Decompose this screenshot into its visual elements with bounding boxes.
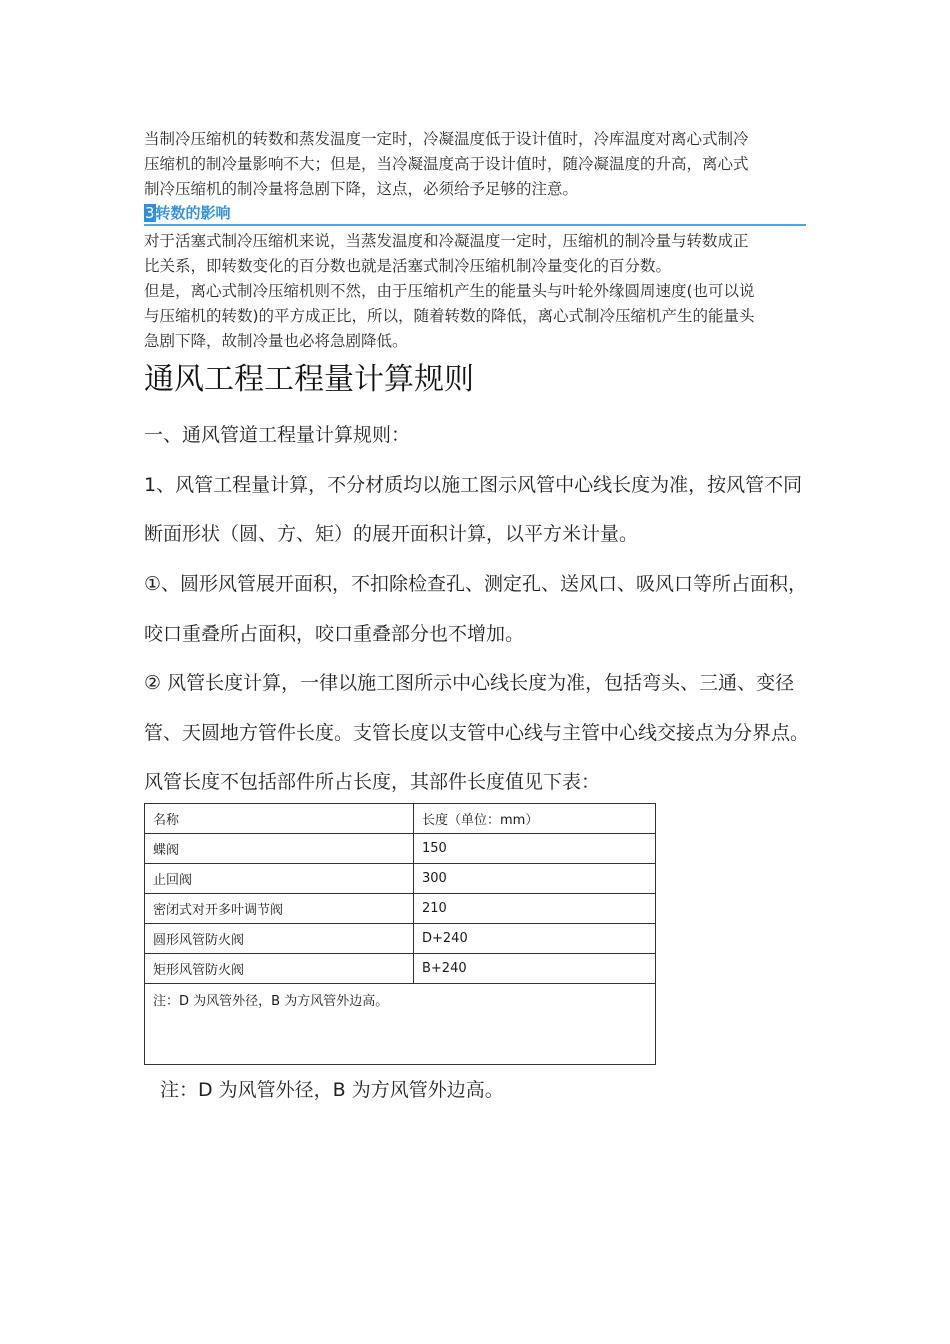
- component-length-table: [144, 803, 656, 1065]
- table-header-cell: 长度（单位：mm）: [414, 804, 656, 834]
- table-row: [145, 924, 656, 954]
- section-number: 3: [145, 204, 155, 222]
- table-note: 注：D 为风管外径，B 为方风管外边高。: [145, 984, 656, 1065]
- intro-line: 制冷压缩机的制冷量将急剧下降，这点，必须给予足够的注意。: [144, 180, 579, 198]
- intro-paragraph: [144, 127, 749, 202]
- table-cell: 止回阀: [145, 864, 414, 894]
- rule-line: 1、风管工程量计算，不分材质均以施工图示风管中心线长度为准，按风管不同: [144, 474, 803, 496]
- table-cell: 150: [414, 834, 656, 864]
- intro-line: 当制冷压缩机的转数和蒸发温度一定时，冷凝温度低于设计值时，冷库温度对离心式制冷: [144, 130, 749, 148]
- section-line: 与压缩机的转数)的平方成正比，所以，随着转数的降低，离心式制冷压缩机产生的能量头: [144, 307, 755, 325]
- footer-note: 注：D 为风管外径，B 为方风管外边高。: [160, 1079, 504, 1101]
- table-row: [145, 954, 656, 984]
- table-row: [145, 864, 656, 894]
- rule-line: 风管长度不包括部件所占长度，其部件长度值见下表：: [144, 771, 601, 793]
- table-row: [145, 834, 656, 864]
- table-cell: B+240: [414, 954, 656, 984]
- table-cell: 蝶阀: [145, 834, 414, 864]
- page-title: 通风工程工程量计算规则: [144, 362, 474, 397]
- table-cell: D+240: [414, 924, 656, 954]
- table-cell: 圆形风管防火阀: [145, 924, 414, 954]
- table-cell: 210: [414, 894, 656, 924]
- rule-line: 咬口重叠所占面积，咬口重叠部分也不增加。: [144, 623, 525, 645]
- section-heading: [144, 202, 806, 226]
- rule-line: 断面形状（圆、方、矩）的展开面积计算，以平方米计量。: [144, 523, 639, 545]
- section-line: 急剧下降，故制冷量也必将急剧降低。: [144, 332, 408, 350]
- section-line: 比关系，即转数变化的百分数也就是活塞式制冷压缩机制冷量变化的百分数。: [144, 257, 672, 275]
- table-header-row: [145, 804, 656, 834]
- table-cell: 300: [414, 864, 656, 894]
- section-paragraph: [144, 229, 755, 354]
- section-line: 对于活塞式制冷压缩机来说，当蒸发温度和冷凝温度一定时，压缩机的制冷量与转数成正: [144, 232, 749, 250]
- section-title: 转数的影响: [155, 204, 231, 222]
- table-cell: 密闭式对开多叶调节阀: [145, 894, 414, 924]
- table-row: [145, 894, 656, 924]
- table-note-row: [145, 984, 656, 1065]
- table-cell: 矩形风管防火阀: [145, 954, 414, 984]
- table-header-cell: 名称: [145, 804, 414, 834]
- rule-subtitle: 一、通风管道工程量计算规则：: [144, 424, 411, 446]
- rule-line: ①、圆形风管展开面积，不扣除检查孔、测定孔、送风口、吸风口等所占面积，: [144, 573, 808, 595]
- rule-line: ② 风管长度计算，一律以施工图所示中心线长度为准，包括弯头、三通、变径: [144, 672, 795, 694]
- intro-line: 压缩机的制冷量影响不大；但是，当冷凝温度高于设计值时，随冷凝温度的升高，离心式: [144, 155, 749, 173]
- section-line: 但是，离心式制冷压缩机则不然，由于压缩机产生的能量头与叶轮外缘圆周速度(也可以说: [144, 282, 755, 300]
- rule-line: 管、天圆地方管件长度。支管长度以支管中心线与主管中心线交接点为分界点。: [144, 722, 810, 744]
